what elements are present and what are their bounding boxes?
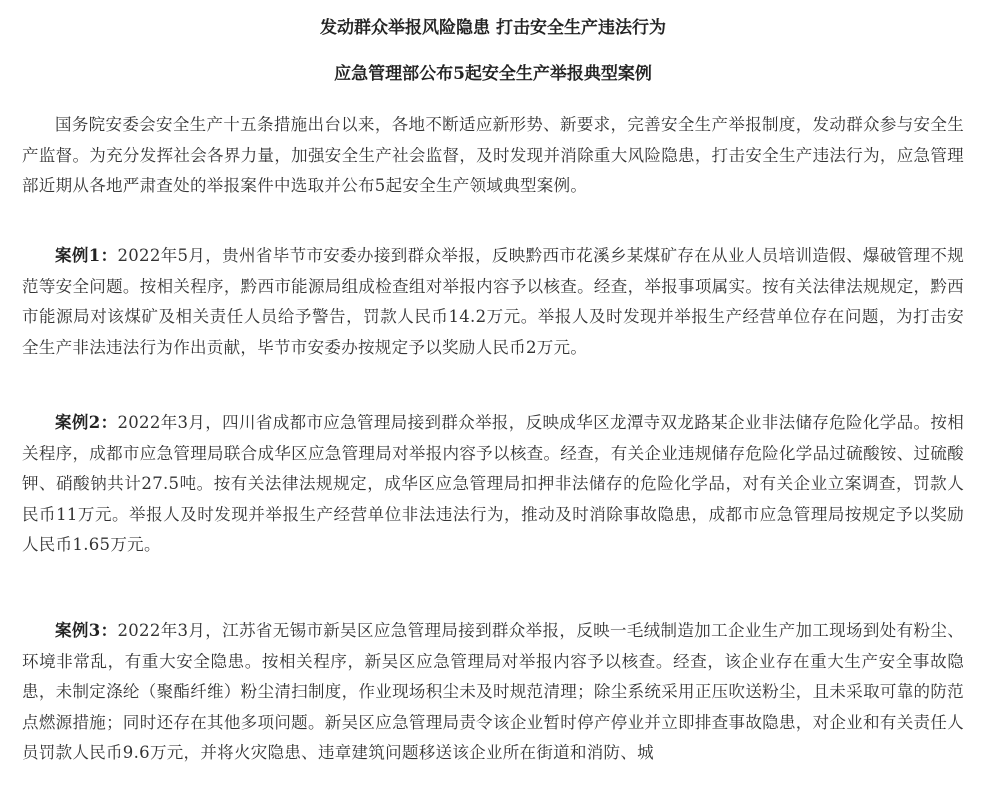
case-3-paragraph [22, 616, 964, 769]
case-2-label: 案例2： [55, 413, 118, 432]
case-2-text: 2022年3月，四川省成都市应急管理局接到群众举报，反映成华区龙潭寺双龙路某企业非法储存危险化学品。按相关程序，成都市应急管理局联合成华区应急管理局对举报内容予以核查。经查，有关企业违规储存危险化学品过硫酸铵、过硫酸钾、硝酸钠共计27.5吨。按有关法律法规规定，成华区应急管理局扣押非法储存的危险化学品，对有关企业立案调查，罚款人民币11万元。举报人及时发现并举报生产经营单位非法违法行为，推动及时消除事故隐患，成都市应急管理局按规定予以奖励人民币1.65万元。 [22, 413, 964, 554]
article-subtitle: 应急管理部公布5起安全生产举报典型案例 [334, 64, 652, 84]
case-1-text: 2022年5月，贵州省毕节市安委办接到群众举报，反映黔西市花溪乡某煤矿存在从业人员培训造假、爆破管理不规范等安全问题。按相关程序，黔西市能源局组成检查组对举报内容予以核查。经查，举报事项属实。按有关法律法规规定，黔西市能源局对该煤矿及相关责任人员给予警告，罚款人民币14.2万元。举报人及时发现并举报生产经营单位存在问题，为打击安全生产非法违法行为作出贡献，毕节市安委办按规定予以奖励人民币2万元。 [22, 246, 964, 357]
case-1-paragraph [22, 241, 964, 363]
case-1-label: 案例1： [55, 246, 118, 265]
article-title: 发动群众举报风险隐患 打击安全生产违法行为 [320, 18, 666, 38]
case-2-paragraph [22, 408, 964, 561]
case-3-text: 2022年3月，江苏省无锡市新吴区应急管理局接到群众举报，反映一毛绒制造加工企业生产加工现场到处有粉尘、环境非常乱，有重大安全隐患。按相关程序，新吴区应急管理局对举报内容予以核查。经查，该企业存在重大生产安全事故隐患，未制定涤纶（聚酯纤维）粉尘清扫制度，作业现场积尘未及时规范清理；除尘系统采用正压吹送粉尘，且未采取可靠的防范点燃源措施；同时还存在其他多项问题。新吴区应急管理局责令该企业暂时停产停业并立即排查事故隐患，对企业和有关责任人员罚款人民币9.6万元，并将火灾隐患、违章建筑问题移送该企业所在街道和消防、城 [22, 621, 964, 762]
case-3-label: 案例3： [55, 621, 118, 640]
intro-paragraph: 国务院安委会安全生产十五条措施出台以来，各地不断适应新形势、新要求，完善安全生产举报制度，发动群众参与安全生产监督。为充分发挥社会各界力量，加强安全生产社会监督，及时发现并消除重大风险隐患，打击安全生产违法行为，应急管理部近期从各地严肃查处的举报案件中选取并公布5起安全生产领域典型案例。 [22, 115, 964, 195]
